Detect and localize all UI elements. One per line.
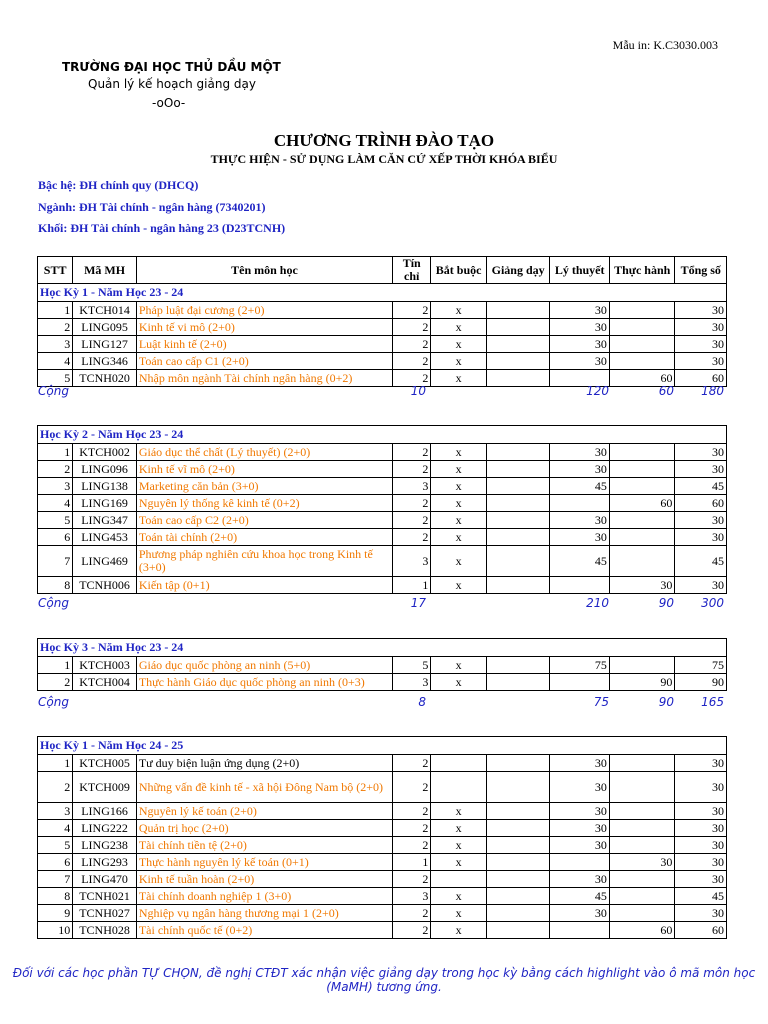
credits: 2 — [393, 755, 431, 772]
practice-hours — [609, 546, 675, 577]
required-mark — [431, 755, 486, 772]
practice-hours — [609, 319, 675, 336]
total-hours: 30 — [675, 512, 727, 529]
course-code: KTCH014 — [73, 302, 137, 319]
theory-hours — [550, 854, 610, 871]
theory-hours — [550, 922, 610, 939]
theory-hours — [550, 674, 610, 691]
course-code: KTCH005 — [73, 755, 137, 772]
total-hours: 30 — [675, 871, 727, 888]
course-code: LING293 — [73, 854, 137, 871]
course-code: LING470 — [73, 871, 137, 888]
course-code: KTCH003 — [73, 657, 137, 674]
total-hours: 30 — [675, 336, 727, 353]
row-stt: 3 — [38, 336, 73, 353]
column-header: Giảng dạy — [486, 257, 550, 284]
theory-hours: 30 — [550, 529, 610, 546]
theory-hours: 30 — [550, 461, 610, 478]
practice-hours: 90 — [609, 674, 675, 691]
practice-hours — [609, 772, 675, 803]
credits: 2 — [393, 336, 431, 353]
required-mark: x — [431, 546, 486, 577]
required-mark: x — [431, 495, 486, 512]
course-name: Kinh tế vĩ mô (2+0) — [136, 461, 392, 478]
course-name: Những vấn đề kinh tế - xã hội Đông Nam bộ (2+0) — [136, 772, 392, 803]
required-mark — [431, 772, 486, 803]
course-name: Nguyên lý kế toán (2+0) — [136, 803, 392, 820]
table-row — [38, 529, 727, 546]
total-hours: 30 — [675, 837, 727, 854]
total-hours: 30 — [675, 577, 727, 594]
credits: 3 — [393, 674, 431, 691]
table-row — [38, 577, 727, 594]
semester-total-row — [38, 695, 728, 711]
column-header: Tên môn học — [136, 257, 392, 284]
course-name: Quản trị học (2+0) — [136, 820, 392, 837]
meta-major: Ngành: ĐH Tài chính - ngân hàng (7340201) — [38, 200, 266, 214]
total-theory: 120 — [586, 384, 609, 398]
course-code: TCNH006 — [73, 577, 137, 594]
total-hours: 30 — [675, 444, 727, 461]
teaching-cell — [486, 837, 550, 854]
row-stt: 1 — [38, 657, 73, 674]
table-row — [38, 478, 727, 495]
credits: 3 — [393, 478, 431, 495]
practice-hours — [609, 888, 675, 905]
course-code: LING238 — [73, 837, 137, 854]
total-hours: 30 — [675, 353, 727, 370]
teaching-cell — [486, 922, 550, 939]
row-stt: 2 — [38, 461, 73, 478]
practice-hours: 30 — [609, 577, 675, 594]
table-row — [38, 674, 727, 691]
row-stt: 3 — [38, 478, 73, 495]
semester-title: Học Kỳ 1 - Năm Học 24 - 25 — [38, 737, 727, 755]
meta-cohort: Khối: ĐH Tài chính - ngân hàng 23 (D23TCNH) — [38, 221, 286, 235]
column-header: Tổng số — [675, 257, 727, 284]
required-mark: x — [431, 478, 486, 495]
total-hours: 30 — [675, 755, 727, 772]
required-mark: x — [431, 461, 486, 478]
page-subtitle: THỰC HIỆN - SỬ DỤNG LÀM CĂN CỨ XẾP THỜI KHÓA BIỂU — [210, 152, 558, 166]
course-name: Toán cao cấp C2 (2+0) — [136, 512, 392, 529]
semester-title: Học Kỳ 2 - Năm Học 23 - 24 — [38, 426, 727, 444]
practice-hours: 60 — [609, 370, 675, 387]
teaching-cell — [486, 803, 550, 820]
required-mark: x — [431, 444, 486, 461]
required-mark: x — [431, 657, 486, 674]
credits: 2 — [393, 837, 431, 854]
practice-hours — [609, 512, 675, 529]
credits: 2 — [393, 871, 431, 888]
semester-table — [37, 638, 727, 691]
course-code: LING453 — [73, 529, 137, 546]
credits: 3 — [393, 546, 431, 577]
semester-table — [37, 425, 727, 594]
course-code: LING127 — [73, 336, 137, 353]
table-row — [38, 922, 727, 939]
semester-total-row — [38, 596, 728, 612]
school-name: TRƯỜNG ĐẠI HỌC THỦ DẦU MỘT — [62, 60, 281, 74]
theory-hours: 45 — [550, 478, 610, 495]
total-hours: 30 — [675, 803, 727, 820]
total-sum: 300 — [701, 596, 724, 610]
required-mark: x — [431, 854, 486, 871]
credits: 3 — [393, 888, 431, 905]
row-stt: 9 — [38, 905, 73, 922]
total-hours: 30 — [675, 820, 727, 837]
course-name: Giáo dục quốc phòng an ninh (5+0) — [136, 657, 392, 674]
course-name: Toán tài chính (2+0) — [136, 529, 392, 546]
required-mark: x — [431, 905, 486, 922]
practice-hours — [609, 529, 675, 546]
total-hours: 45 — [675, 478, 727, 495]
practice-hours — [609, 837, 675, 854]
teaching-cell — [486, 461, 550, 478]
course-code: LING347 — [73, 512, 137, 529]
row-stt: 4 — [38, 820, 73, 837]
table-row — [38, 837, 727, 854]
teaching-cell — [486, 772, 550, 803]
row-stt: 1 — [38, 755, 73, 772]
total-hours: 75 — [675, 657, 727, 674]
teaching-cell — [486, 529, 550, 546]
credits: 2 — [393, 803, 431, 820]
row-stt: 2 — [38, 319, 73, 336]
credits: 2 — [393, 512, 431, 529]
total-hours: 60 — [675, 922, 727, 939]
course-name: Luật kinh tế (2+0) — [136, 336, 392, 353]
theory-hours: 75 — [550, 657, 610, 674]
course-name: Marketing căn bản (3+0) — [136, 478, 392, 495]
course-code: LING222 — [73, 820, 137, 837]
credits: 2 — [393, 370, 431, 387]
credits: 2 — [393, 820, 431, 837]
table-row — [38, 854, 727, 871]
course-name: Pháp luật đại cương (2+0) — [136, 302, 392, 319]
required-mark: x — [431, 353, 486, 370]
credits: 2 — [393, 444, 431, 461]
teaching-cell — [486, 444, 550, 461]
teaching-cell — [486, 319, 550, 336]
course-code: LING346 — [73, 353, 137, 370]
row-stt: 1 — [38, 302, 73, 319]
required-mark: x — [431, 577, 486, 594]
teaching-cell — [486, 336, 550, 353]
practice-hours — [609, 444, 675, 461]
table-header-row — [38, 257, 727, 284]
theory-hours: 30 — [550, 336, 610, 353]
practice-hours — [609, 803, 675, 820]
total-label: Cộng — [38, 596, 69, 610]
table-row — [38, 803, 727, 820]
credits: 2 — [393, 922, 431, 939]
course-code: KTCH004 — [73, 674, 137, 691]
teaching-cell — [486, 302, 550, 319]
row-stt: 1 — [38, 444, 73, 461]
total-theory: 210 — [586, 596, 609, 610]
total-credits: 10 — [410, 384, 426, 398]
teaching-cell — [486, 478, 550, 495]
course-code: KTCH002 — [73, 444, 137, 461]
table-row — [38, 888, 727, 905]
required-mark: x — [431, 319, 486, 336]
column-header: Bắt buộc — [431, 257, 486, 284]
theory-hours: 30 — [550, 755, 610, 772]
teaching-cell — [486, 353, 550, 370]
total-hours: 45 — [675, 546, 727, 577]
table-row — [38, 444, 727, 461]
required-mark: x — [431, 336, 486, 353]
course-name: Toán cao cấp C1 (2+0) — [136, 353, 392, 370]
practice-hours — [609, 353, 675, 370]
course-name: Tài chính tiền tệ (2+0) — [136, 837, 392, 854]
theory-hours — [550, 495, 610, 512]
total-credits: 8 — [418, 695, 426, 709]
table-row — [38, 755, 727, 772]
table-row — [38, 820, 727, 837]
course-name: Tư duy biện luận ứng dụng (2+0) — [136, 755, 392, 772]
required-mark: x — [431, 837, 486, 854]
total-hours: 30 — [675, 854, 727, 871]
practice-hours — [609, 755, 675, 772]
course-name: Kinh tế vi mô (2+0) — [136, 319, 392, 336]
total-hours: 30 — [675, 461, 727, 478]
row-stt: 8 — [38, 577, 73, 594]
total-theory: 75 — [593, 695, 609, 709]
total-sum: 165 — [701, 695, 724, 709]
semester-title-row — [38, 639, 727, 657]
row-stt: 7 — [38, 871, 73, 888]
course-name: Kiến tập (0+1) — [136, 577, 392, 594]
total-hours: 90 — [675, 674, 727, 691]
row-stt: 5 — [38, 512, 73, 529]
table-row — [38, 461, 727, 478]
theory-hours: 45 — [550, 546, 610, 577]
total-hours: 30 — [675, 905, 727, 922]
total-practice: 90 — [658, 695, 674, 709]
total-label: Cộng — [38, 695, 69, 709]
theory-hours: 30 — [550, 302, 610, 319]
semester-title: Học Kỳ 1 - Năm Học 23 - 24 — [38, 284, 727, 302]
theory-hours — [550, 577, 610, 594]
row-stt: 10 — [38, 922, 73, 939]
theory-hours: 30 — [550, 353, 610, 370]
row-stt: 4 — [38, 495, 73, 512]
teaching-cell — [486, 871, 550, 888]
table-row — [38, 772, 727, 803]
course-code: KTCH009 — [73, 772, 137, 803]
teaching-cell — [486, 546, 550, 577]
table-row — [38, 512, 727, 529]
table-row — [38, 495, 727, 512]
theory-hours: 30 — [550, 444, 610, 461]
credits: 2 — [393, 772, 431, 803]
semester-title: Học Kỳ 3 - Năm Học 23 - 24 — [38, 639, 727, 657]
theory-hours: 30 — [550, 837, 610, 854]
semester-total-row — [38, 384, 728, 400]
semester-title-row — [38, 737, 727, 755]
total-practice: 60 — [658, 384, 674, 398]
total-credits: 17 — [410, 596, 426, 610]
table-row — [38, 546, 727, 577]
required-mark: x — [431, 370, 486, 387]
practice-hours — [609, 820, 675, 837]
credits: 2 — [393, 302, 431, 319]
row-stt: 4 — [38, 353, 73, 370]
required-mark: x — [431, 529, 486, 546]
system-subtitle: Quản lý kế hoạch giảng dạy — [88, 77, 256, 91]
table-row — [38, 353, 727, 370]
theory-hours: 30 — [550, 512, 610, 529]
required-mark: x — [431, 512, 486, 529]
course-code: LING469 — [73, 546, 137, 577]
theory-hours: 45 — [550, 888, 610, 905]
credits: 2 — [393, 495, 431, 512]
course-name: Kinh tế tuần hoàn (2+0) — [136, 871, 392, 888]
theory-hours: 30 — [550, 803, 610, 820]
course-name: Thực hành Giáo dục quốc phòng an ninh (0+3) — [136, 674, 392, 691]
required-mark: x — [431, 888, 486, 905]
course-name: Tài chính doanh nghiệp 1 (3+0) — [136, 888, 392, 905]
course-code: LING096 — [73, 461, 137, 478]
row-stt: 2 — [38, 772, 73, 803]
course-name: Thực hành nguyên lý kế toán (0+1) — [136, 854, 392, 871]
course-name: Phương pháp nghiên cứu khoa học trong Kinh tế (3+0) — [136, 546, 392, 577]
required-mark: x — [431, 803, 486, 820]
row-stt: 6 — [38, 854, 73, 871]
total-hours: 60 — [675, 495, 727, 512]
required-mark: x — [431, 674, 486, 691]
theory-hours: 30 — [550, 871, 610, 888]
table-row — [38, 657, 727, 674]
teaching-cell — [486, 820, 550, 837]
table-row — [38, 302, 727, 319]
practice-hours — [609, 905, 675, 922]
teaching-cell — [486, 905, 550, 922]
teaching-cell — [486, 657, 550, 674]
course-name: Tài chính quốc tế (0+2) — [136, 922, 392, 939]
practice-hours — [609, 657, 675, 674]
credits: 1 — [393, 577, 431, 594]
footer-note: Đối với các học phần TỰ CHỌN, đề nghị CTĐT xác nhận việc giảng dạy trong học kỳ bằng cách highlight vào ô mã môn học (MaMH) tương ứng. — [12, 966, 756, 994]
course-name: Nhập môn ngành Tài chính ngân hàng (0+2) — [136, 370, 392, 387]
total-hours: 30 — [675, 319, 727, 336]
credits: 2 — [393, 529, 431, 546]
course-code: TCNH028 — [73, 922, 137, 939]
row-stt: 5 — [38, 370, 73, 387]
course-code: TCNH021 — [73, 888, 137, 905]
practice-hours — [609, 871, 675, 888]
theory-hours: 30 — [550, 319, 610, 336]
course-code: LING138 — [73, 478, 137, 495]
practice-hours: 60 — [609, 495, 675, 512]
row-stt: 5 — [38, 837, 73, 854]
total-sum: 180 — [701, 384, 724, 398]
course-name: Nguyên lý thống kê kinh tế (0+2) — [136, 495, 392, 512]
column-header: STT — [38, 257, 73, 284]
teaching-cell — [486, 888, 550, 905]
theory-hours: 30 — [550, 772, 610, 803]
credits: 2 — [393, 461, 431, 478]
total-practice: 90 — [658, 596, 674, 610]
required-mark: x — [431, 302, 486, 319]
column-header: Tín chỉ — [393, 257, 431, 284]
course-code: LING169 — [73, 495, 137, 512]
teaching-cell — [486, 512, 550, 529]
meta-level: Bậc hệ: ĐH chính quy (DHCQ) — [38, 178, 199, 192]
course-name: Giáo dục thể chất (Lý thuyết) (2+0) — [136, 444, 392, 461]
required-mark: x — [431, 922, 486, 939]
practice-hours — [609, 302, 675, 319]
page-title: CHƯƠNG TRÌNH ĐÀO TẠO — [273, 131, 495, 150]
row-stt: 7 — [38, 546, 73, 577]
credits: 2 — [393, 905, 431, 922]
practice-hours: 60 — [609, 922, 675, 939]
theory-hours: 30 — [550, 905, 610, 922]
course-code: LING095 — [73, 319, 137, 336]
table-row — [38, 336, 727, 353]
column-header: Lý thuyết — [550, 257, 610, 284]
total-hours: 60 — [675, 370, 727, 387]
practice-hours — [609, 461, 675, 478]
semester-title-row — [38, 284, 727, 302]
column-header: Thực hành — [609, 257, 675, 284]
credits: 1 — [393, 854, 431, 871]
table-row — [38, 319, 727, 336]
total-hours: 30 — [675, 302, 727, 319]
practice-hours — [609, 336, 675, 353]
total-hours: 30 — [675, 529, 727, 546]
total-hours: 30 — [675, 772, 727, 803]
column-header: Mã MH — [73, 257, 137, 284]
course-code: LING166 — [73, 803, 137, 820]
semester-table — [37, 256, 727, 387]
total-hours: 45 — [675, 888, 727, 905]
row-stt: 3 — [38, 803, 73, 820]
teaching-cell — [486, 854, 550, 871]
semester-title-row — [38, 426, 727, 444]
practice-hours: 30 — [609, 854, 675, 871]
row-stt: 6 — [38, 529, 73, 546]
semester-table — [37, 736, 727, 939]
teaching-cell — [486, 495, 550, 512]
ornament: -oOo- — [152, 96, 186, 110]
form-code: Mẫu in: K.C3030.003 — [612, 38, 718, 52]
table-row — [38, 905, 727, 922]
table-row — [38, 871, 727, 888]
required-mark: x — [431, 820, 486, 837]
row-stt: 8 — [38, 888, 73, 905]
credits: 5 — [393, 657, 431, 674]
row-stt: 2 — [38, 674, 73, 691]
course-name: Nghiệp vụ ngân hàng thương mại 1 (2+0) — [136, 905, 392, 922]
required-mark — [431, 871, 486, 888]
practice-hours — [609, 478, 675, 495]
credits: 2 — [393, 319, 431, 336]
teaching-cell — [486, 577, 550, 594]
credits: 2 — [393, 353, 431, 370]
theory-hours: 30 — [550, 820, 610, 837]
teaching-cell — [486, 755, 550, 772]
teaching-cell — [486, 674, 550, 691]
course-code: TCNH020 — [73, 370, 137, 387]
course-code: TCNH027 — [73, 905, 137, 922]
total-label: Cộng — [38, 384, 69, 398]
